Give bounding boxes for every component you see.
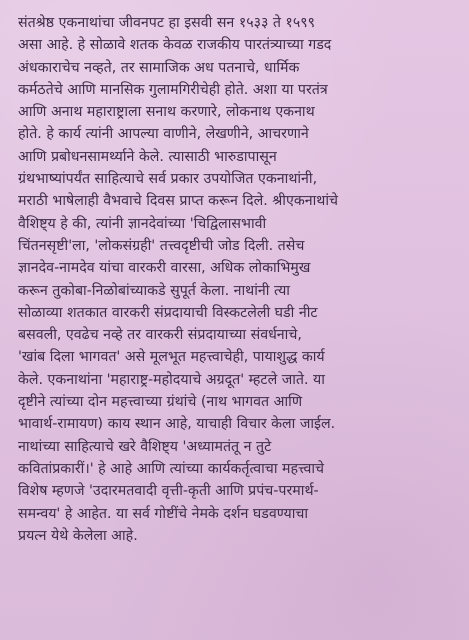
text-line-5: आणि अनाथ महाराष्ट्राला सनाथ करणारे, लोकनाथ एकनाथ	[18, 104, 315, 121]
text-line-10: वैशिष्ट्य हे की, त्यांनी ज्ञानदेवांच्या 'चिद्विलासभावी	[18, 215, 267, 232]
text-line-23: समन्वय' हे आहेत. या सर्व गोष्टींचे नेमके दर्शन घडवण्याचा	[18, 505, 309, 522]
text-line-18: दृष्टीने त्यांच्या दोन महत्त्वाच्या ग्रंथांचे (नाथ भागवत आणि	[18, 394, 303, 411]
text-line-9: मराठी भाषेलाही वैभवाचे दिवस प्राप्त करून दिले. श्रीएकनाथांचे	[18, 193, 339, 210]
text-line-11: चिंतनसृष्टी'ला, 'लोकसंग्रही' तत्त्वदृष्टीची जोड दिली. तसेच	[18, 237, 305, 254]
text-line-8: ग्रंथभाष्यांपर्यंत साहित्याचे सर्व प्रकार उपयोजित एकनाथांनी,	[18, 171, 318, 188]
text-line-2: असा आहे. हे सोळावे शतक केवळ राजकीय पारतंत्र्याच्या गडद	[18, 37, 332, 54]
text-line-22: विशेष म्हणजे 'उदारमतवादी वृत्ती-कृती आणि प्रपंच-परमार्थ-	[18, 483, 319, 500]
text-line-3: अंधकाराचेच नव्हते, तर सामाजिक अध पतनाचे, धार्मिक	[18, 59, 300, 76]
text-line-21: कवितांप्रकारीं।' हे आहे आणि त्यांच्या कार्यकर्तृत्वाचा महत्त्वाचे	[18, 460, 325, 477]
text-line-6: होते. हे कार्य त्यांनी आपल्या वाणीने, लेखणीने, आचरणाने	[18, 126, 309, 143]
text-line-14: सोळाव्या शतकात वारकरी संप्रदायाची विस्कटलेली घडी नीट	[18, 304, 318, 321]
text-line-7: आणि प्रबोधनसामर्थ्याने केले. त्यासाठी भारुडापासून	[18, 148, 277, 165]
text-line-12: ज्ञानदेव-नामदेव यांचा वारकरी वारसा, अधिक लोकाभिमुख	[18, 260, 311, 277]
text-line-13: करून तुकोबा-निळोबांच्याकडे सुपूर्त केला. नाथांनी त्या	[18, 282, 290, 299]
text-line-17: केले. एकनाथांना 'महाराष्ट्र-महोदयाचे अग्रदूत' म्हटले जाते. या	[18, 371, 325, 388]
marathi-paragraph	[18, 12, 458, 547]
text-line-4: कर्मठतेचे आणि मानसिक गुलामगिरीचेही होते. अशा या परतंत्र	[18, 81, 328, 98]
text-line-15: बसवली, एवढेच नव्हे तर वारकरी संप्रदायाच्या संवर्धनाचे,	[18, 327, 302, 344]
text-line-19: भावार्थ-रामायण) काय स्थान आहे, याचाही विचार केला जाईल.	[18, 416, 336, 433]
text-line-20: नाथांच्या साहित्याचे खरे वैशिष्ट्य 'अध्यामतंतू न तुटे	[18, 438, 272, 455]
text-line-16: 'खांब दिला भागवत' असे मूलभूत महत्त्वाचेही, पायाशुद्ध कार्य	[18, 349, 325, 366]
text-line-1: संतश्रेष्ठ एकनाथांचा जीवनपट हा इसवी सन १५३३ ते १५९९	[18, 15, 315, 31]
text-line-24: प्रयत्न येथे केलेला आहे.	[18, 527, 138, 544]
